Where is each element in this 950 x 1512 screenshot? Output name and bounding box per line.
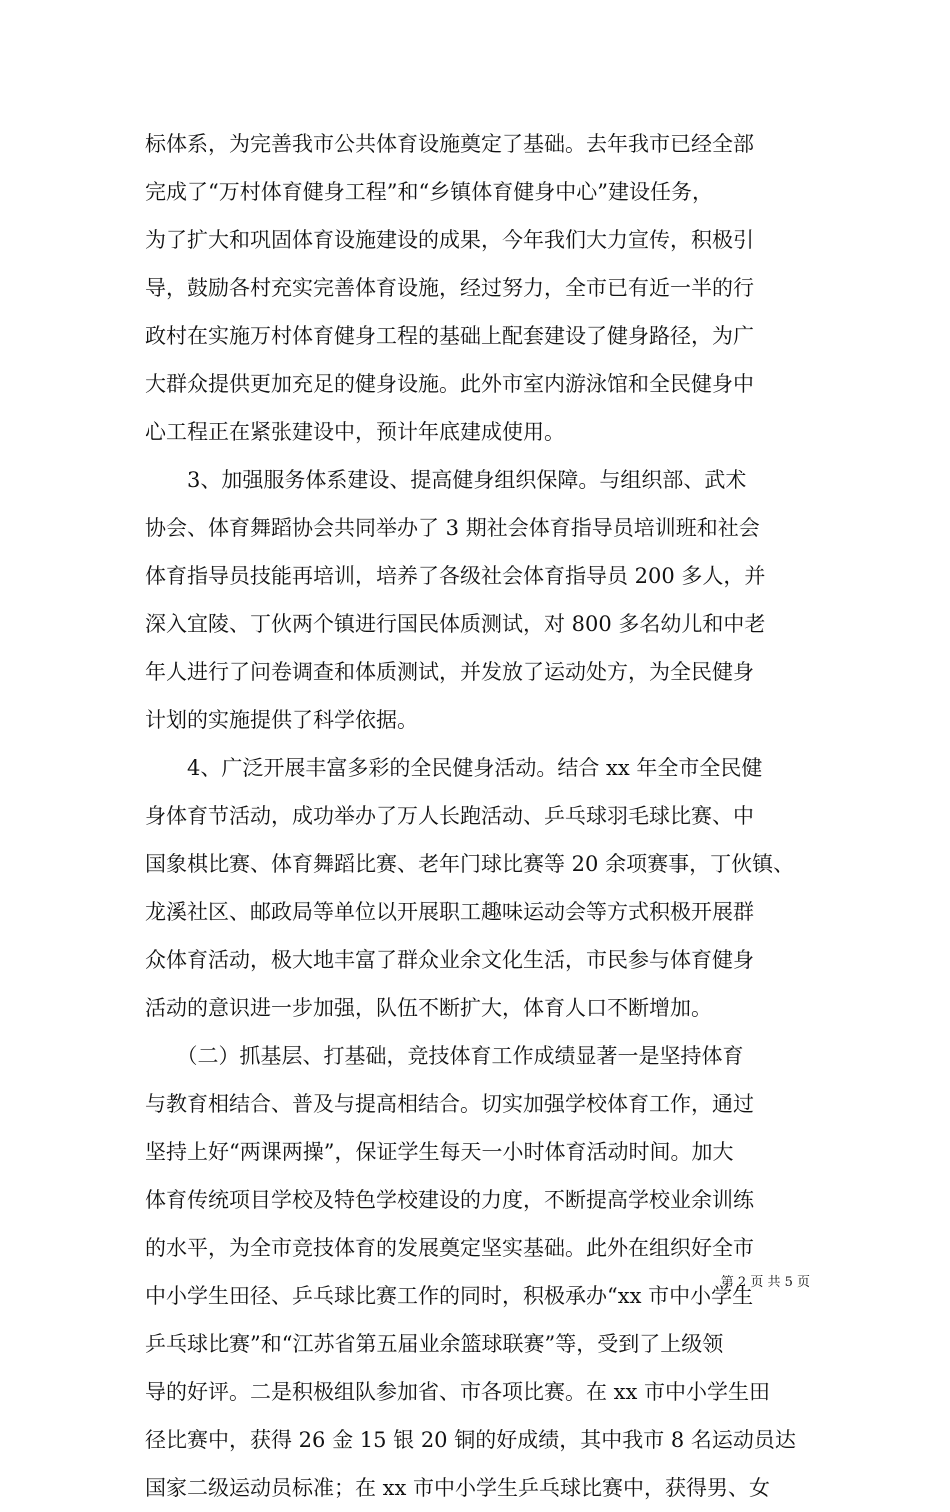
text-line: 体育指导员技能再培训，培养了各级社会体育指导员 200 多人，并 [145, 564, 766, 588]
body-text [145, 120, 810, 1512]
text-line: 国象棋比赛、体育舞蹈比赛、老年门球比赛等 20 余项赛事，丁伙镇、 [145, 852, 795, 876]
text-line: 导的好评。二是积极组队参加省、市各项比赛。在 xx 市中小学生田 [145, 1380, 771, 1404]
text-line: 活动的意识进一步加强，队伍不断扩大，体育人口不断增加。 [145, 996, 712, 1020]
text-line: 龙溪社区、邮政局等单位以开展职工趣味运动会等方式积极开展群 [145, 900, 754, 924]
text-line: 径比赛中，获得 26 金 15 银 20 铜的好成绩，其中我市 8 名运动员达 [145, 1428, 796, 1452]
text-line: 坚持上好“两课两操”，保证学生每天一小时体育活动时间。加大 [145, 1140, 734, 1164]
text-line: 的水平，为全市竞技体育的发展奠定坚实基础。此外在组织好全市 [145, 1236, 754, 1260]
text-line: 大群众提供更加充足的健身设施。此外市室内游泳馆和全民健身中 [145, 372, 754, 396]
text-line: 政村在实施万村体育健身工程的基础上配套建设了健身路径，为广 [145, 324, 754, 348]
text-line: 国家二级运动员标准；在 xx 市中小学生乒乓球比赛中，获得男、女 [145, 1476, 771, 1500]
text-line: 体育传统项目学校及特色学校建设的力度，不断提高学校业余训练 [145, 1188, 754, 1212]
text-line: 众体育活动，极大地丰富了群众业余文化生活，市民参与体育健身 [145, 948, 754, 972]
text-line: 标体系，为完善我市公共体育设施奠定了基础。去年我市已经全部 [145, 132, 754, 156]
text-line: 中小学生田径、乒乓球比赛工作的同时，积极承办“xx 市中小学生 [145, 1284, 754, 1308]
text-line: 深入宜陵、丁伙两个镇进行国民体质测试，对 800 多名幼儿和中老 [145, 612, 766, 636]
text-line: 完成了“万村体育健身工程”和“乡镇体育健身中心”建设任务， [145, 180, 713, 204]
text-line: 协会、体育舞蹈协会共同举办了 3 期社会体育指导员培训班和社会 [145, 516, 760, 540]
text-line: 为了扩大和巩固体育设施建设的成果，今年我们大力宣传，积极引 [145, 228, 754, 252]
text-line: 导，鼓励各村充实完善体育设施，经过努力，全市已有近一半的行 [145, 276, 754, 300]
text-line: （二）抓基层、打基础，竞技体育工作成绩显著一是坚持体育 [145, 1044, 744, 1068]
text-line: 4、广泛开展丰富多彩的全民健身活动。结合 xx 年全市全民健 [145, 756, 763, 780]
text-line: 与教育相结合、普及与提高相结合。切实加强学校体育工作，通过 [145, 1092, 754, 1116]
text-line: 乒乓球比赛”和“江苏省第五届业余篮球联赛”等，受到了上级领 [145, 1332, 724, 1356]
text-line: 3、加强服务体系建设、提高健身组织保障。与组织部、武术 [145, 468, 747, 492]
text-line: 年人进行了问卷调查和体质测试，并发放了运动处方，为全民健身 [145, 660, 754, 684]
page-number: 第 2 页 共 5 页 [720, 1275, 810, 1290]
text-line: 身体育节活动，成功举办了万人长跑活动、乒乓球羽毛球比赛、中 [145, 804, 754, 828]
text-line: 心工程正在紧张建设中，预计年底建成使用。 [145, 420, 565, 444]
text-line: 计划的实施提供了科学依据。 [145, 708, 418, 732]
